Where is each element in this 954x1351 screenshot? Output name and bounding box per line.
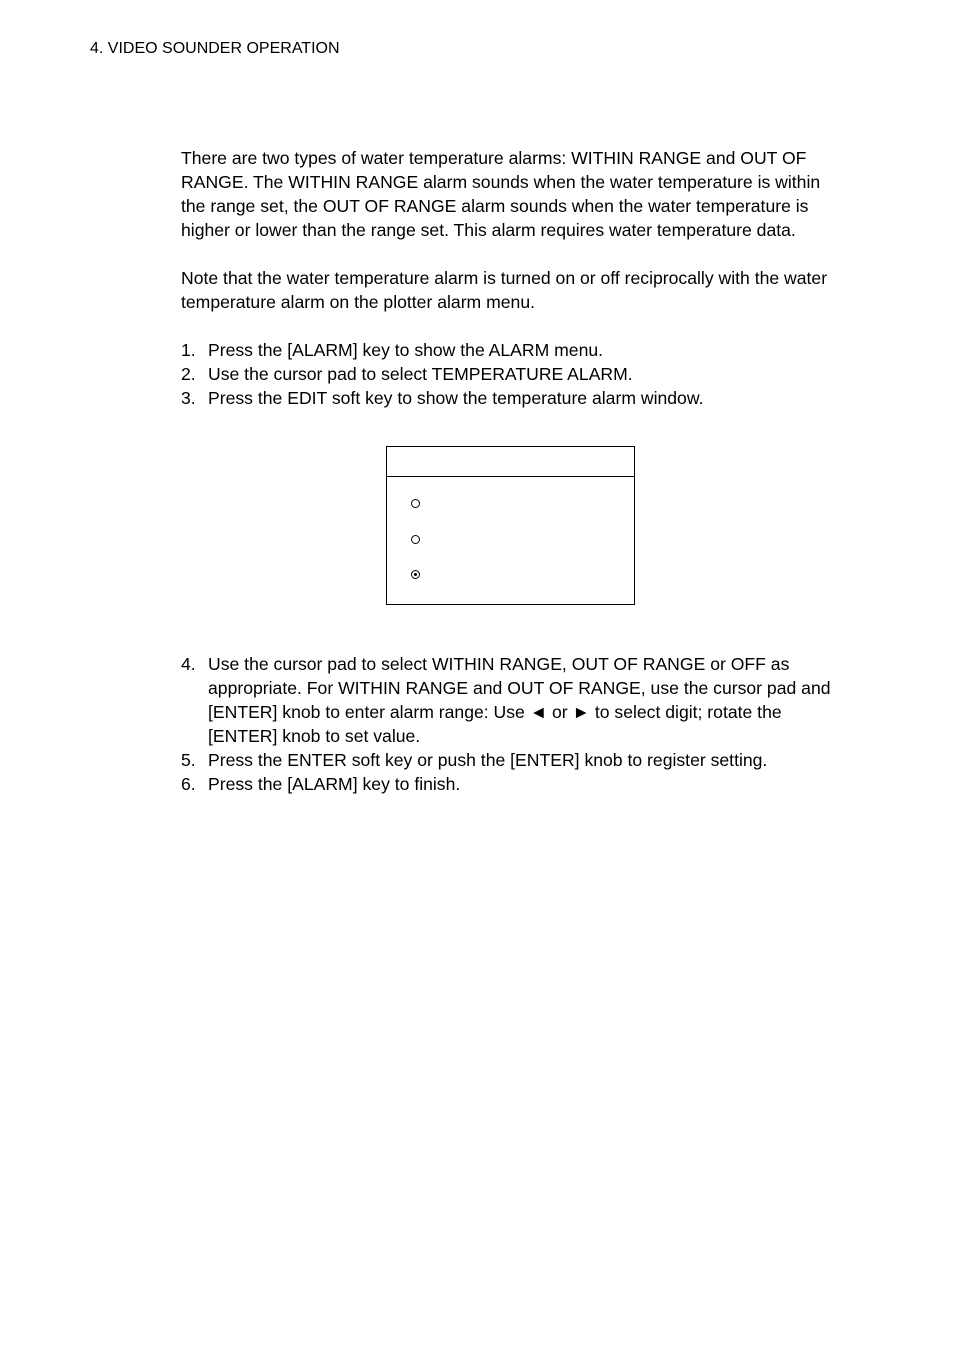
intro-paragraph: There are two types of water temperature alarms: WITHIN RANGE and OUT OF RANGE. The WITHIN RANGE alarm sounds when the water temperature is within the range set, the OUT OF RANGE alarm sounds when the water temperature is higher or lower than the range set. This alarm requires water temperature data.	[181, 148, 821, 240]
step-number: 4.	[181, 654, 196, 674]
step-text: Press the [ALARM] key to show the ALARM menu.	[208, 340, 604, 360]
out-of-range-radio[interactable]	[411, 535, 420, 544]
step-item	[181, 748, 846, 772]
step-text: Press the EDIT soft key to show the temperature alarm window.	[208, 388, 704, 408]
step-number: 5.	[181, 750, 196, 770]
step-text: Use the cursor pad to select TEMPERATURE ALARM.	[208, 364, 633, 384]
radio-selected-dot-icon	[414, 573, 417, 576]
step-text: Press the ENTER soft key or push the [ENTER] knob to register setting.	[208, 750, 768, 770]
steps-list-second	[181, 652, 846, 796]
steps-list-first	[181, 338, 846, 410]
off-radio[interactable]	[411, 570, 420, 579]
step-item	[181, 338, 846, 362]
running-header: 4. VIDEO SOUNDER OPERATION	[90, 40, 340, 57]
note-paragraph: Note that the water temperature alarm is turned on or off reciprocally with the water temperature alarm on the plotter alarm menu.	[181, 268, 828, 312]
step-text: Use the cursor pad to select WITHIN RANGE, OUT OF RANGE or OFF as appropriate. For WITHIN RANGE and OUT OF RANGE, use the cursor pad and [ENTER] knob to enter alarm range: Use ◄ or ► to select digit; rotate the [ENTER] knob to set value.	[208, 654, 831, 746]
step-item	[181, 772, 846, 796]
body-content	[181, 146, 846, 410]
step-item	[181, 362, 846, 386]
step-number: 2.	[181, 364, 196, 384]
step-item	[181, 652, 846, 748]
temperature-alarm-window	[386, 446, 635, 605]
step-number: 3.	[181, 388, 196, 408]
within-range-radio[interactable]	[411, 499, 420, 508]
step-item	[181, 386, 846, 410]
step-number: 1.	[181, 340, 196, 360]
step-number: 6.	[181, 774, 196, 794]
alarm-window-titlebar	[387, 447, 634, 477]
step-text: Press the [ALARM] key to finish.	[208, 774, 461, 794]
